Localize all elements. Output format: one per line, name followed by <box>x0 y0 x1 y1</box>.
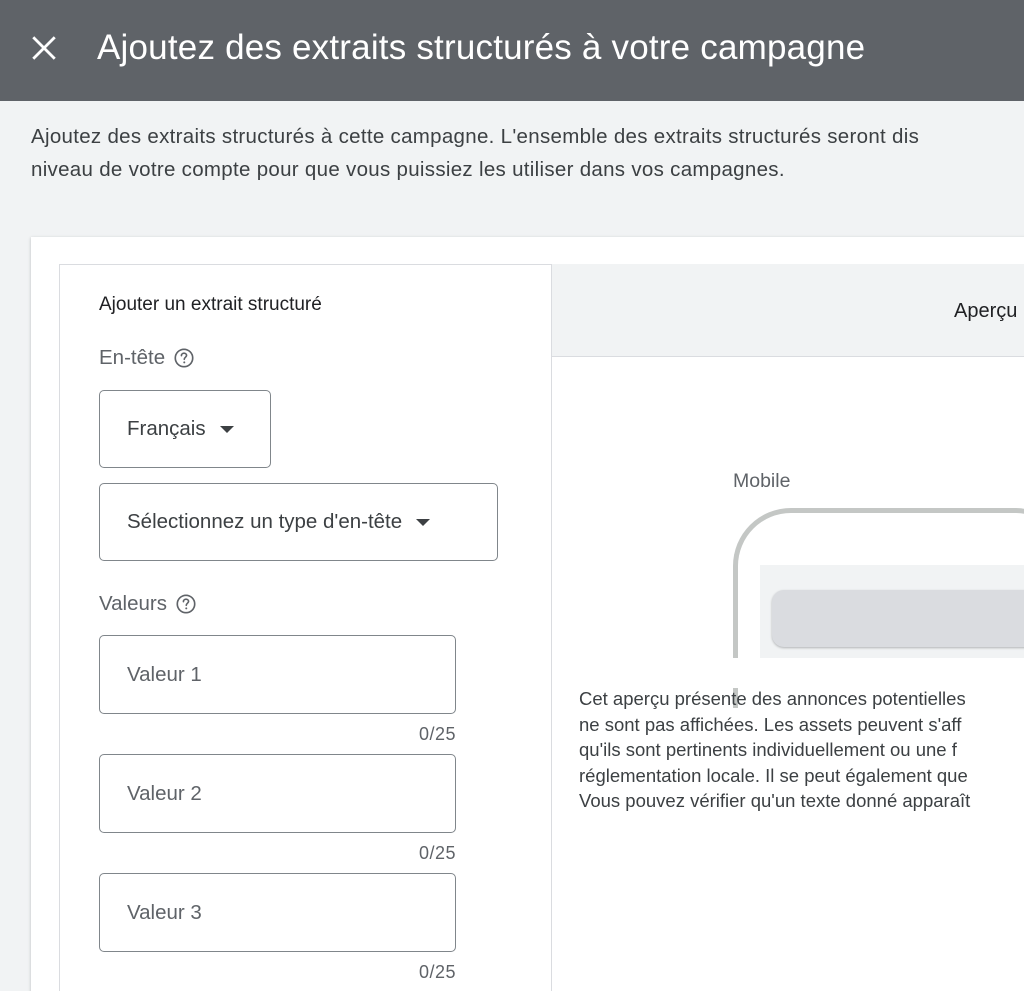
language-select-value: Français <box>127 417 206 440</box>
preview-description-line: qu'ils sont pertinents individuellement ou une f <box>579 739 957 760</box>
close-button[interactable] <box>26 30 62 66</box>
preview-description <box>579 686 1024 814</box>
intro-text <box>31 120 1024 186</box>
help-circle-icon[interactable] <box>175 593 197 615</box>
values-field-label <box>99 592 197 616</box>
value-1-counter: 0/25 <box>418 724 456 744</box>
header-field-label <box>99 346 195 370</box>
intro-line: niveau de votre compte pour que vous puissiez les utiliser dans vos campagnes. <box>31 158 785 181</box>
header-label-text: En-tête <box>99 346 166 369</box>
dropdown-arrow-icon <box>220 426 234 433</box>
value-2-input[interactable] <box>99 754 456 833</box>
dropdown-arrow-icon <box>416 519 430 526</box>
header-type-select[interactable] <box>99 483 498 561</box>
value-3-input[interactable] <box>99 873 456 952</box>
device-label: Mobile <box>733 470 791 492</box>
close-icon[interactable] <box>31 35 57 61</box>
preview-description-line: réglementation locale. Il se peut également que <box>579 764 968 786</box>
preview-description-line: ne sont pas affichées. Les assets peuvent s'aff <box>579 713 962 735</box>
form-title: Ajouter un extrait structuré <box>99 294 322 315</box>
preview-description-line: Vous pouvez vérifier qu'un texte donné apparaît <box>579 790 971 811</box>
help-circle-icon[interactable] <box>173 347 195 369</box>
intro-line: Ajoutez des extraits structurés à cette campagne. L'ensemble des extraits structurés seront dis <box>31 125 920 148</box>
value-1-input[interactable] <box>99 635 456 714</box>
preview-description-line: Cet aperçu présente des annonces potentielles <box>579 688 966 709</box>
dialog-title: Ajoutez des extraits structurés à votre campagne <box>97 28 866 67</box>
dialog-header <box>0 0 1024 101</box>
value-2-counter: 0/25 <box>418 843 456 863</box>
phone-search-bar <box>772 590 1024 647</box>
header-type-select-value: Sélectionnez un type d'en-tête <box>127 510 403 533</box>
language-select[interactable] <box>99 390 271 468</box>
phone-frame-cutoff <box>730 658 1024 688</box>
values-label-text: Valeurs <box>99 592 167 615</box>
value-3-counter: 0/25 <box>418 962 456 982</box>
preview-title: Aperçu <box>954 300 1018 322</box>
